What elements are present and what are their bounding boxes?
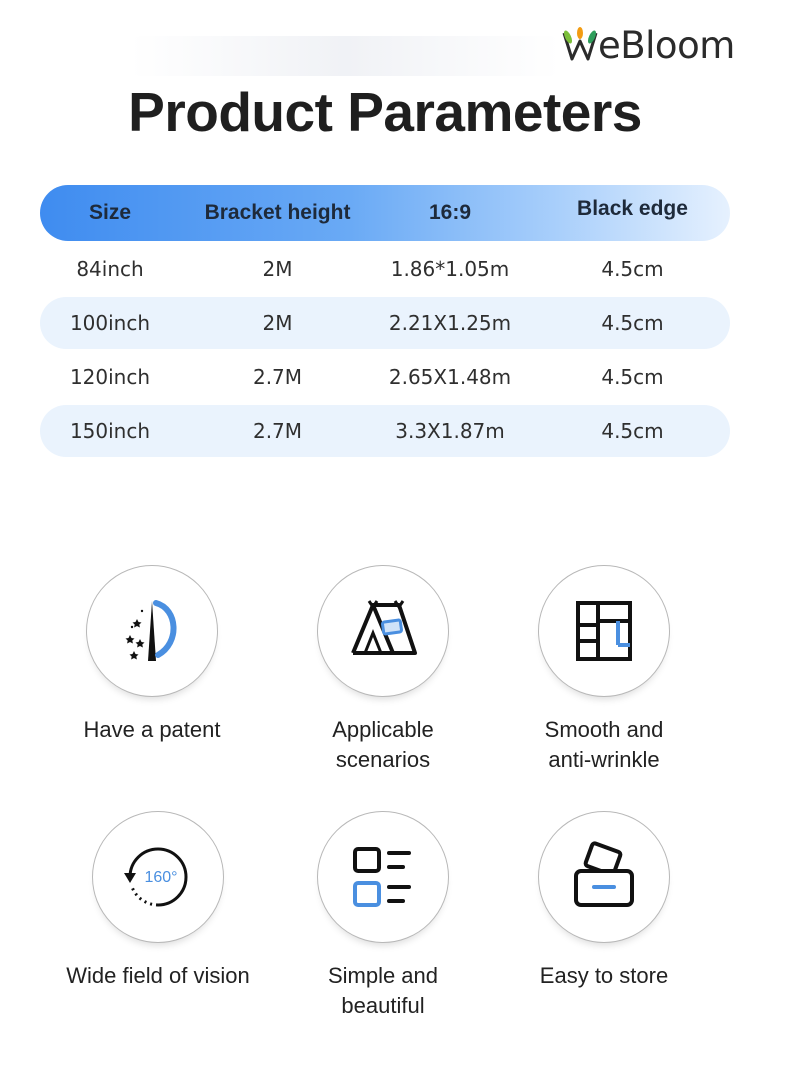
- cell-bracket-height: 2M: [262, 311, 293, 335]
- cell-size: 84inch: [76, 257, 144, 281]
- cell-size: 120inch: [69, 365, 151, 389]
- cell-dimensions: 1.86*1.05m: [390, 257, 510, 281]
- table-header: [40, 185, 730, 241]
- brand-name: eBloom: [598, 23, 735, 67]
- cell-size: 150inch: [69, 419, 151, 443]
- cell-bracket-height: 2.7M: [252, 419, 303, 443]
- parameters-table: [40, 185, 730, 457]
- header-size: Size: [88, 201, 132, 224]
- cell-black-edge: 4.5cm: [601, 257, 664, 281]
- feature-label: Simple and beautiful: [327, 963, 439, 1018]
- patent-icon: [112, 591, 192, 671]
- rotate-360-icon: [118, 837, 198, 917]
- header-black-edge: Black edge: [577, 197, 688, 220]
- storage-box-icon: [564, 837, 644, 917]
- cell-bracket-height: 2M: [262, 257, 293, 281]
- feature-simple: [273, 811, 493, 1021]
- feature-label: Applicable scenarios: [332, 717, 434, 772]
- list-layout-icon: [343, 837, 423, 917]
- feature-store: [494, 811, 714, 991]
- table-row: [40, 297, 730, 349]
- feature-circle: [317, 565, 449, 697]
- table-row: [40, 243, 730, 295]
- cell-bracket-height: 2.7M: [252, 365, 303, 389]
- feature-patent: [42, 565, 262, 745]
- cell-size: 100inch: [69, 311, 151, 335]
- faded-banner: [130, 36, 560, 76]
- angle-text: 160°: [144, 869, 178, 886]
- feature-circle: [86, 565, 218, 697]
- table-row: [40, 351, 730, 403]
- cell-dimensions: 2.21X1.25m: [388, 311, 512, 335]
- page-title: Product Parameters: [128, 81, 642, 143]
- feature-vision: [48, 811, 268, 991]
- header-ratio: 16:9: [428, 201, 472, 224]
- feature-circle: [538, 811, 670, 943]
- cell-dimensions: 3.3X1.87m: [395, 419, 505, 443]
- cell-black-edge: 4.5cm: [601, 311, 664, 335]
- feature-circle: [538, 565, 670, 697]
- feature-smooth: [494, 565, 714, 775]
- header-bracket-height: Bracket height: [204, 201, 351, 224]
- feature-label: Wide field of vision: [66, 963, 250, 988]
- feature-label: Smooth and anti-wrinkle: [544, 717, 664, 772]
- cell-black-edge: 4.5cm: [601, 365, 664, 389]
- feature-label: Have a patent: [83, 717, 221, 742]
- brand-logo: [560, 22, 735, 68]
- feature-scenarios: [273, 565, 493, 775]
- leaf-w-logo-icon: [560, 25, 600, 65]
- table-row: [40, 405, 730, 457]
- feature-label: Easy to store: [539, 963, 669, 988]
- cell-dimensions: 2.65X1.48m: [388, 365, 512, 389]
- feature-circle: [92, 811, 224, 943]
- grid-panel-icon: [564, 591, 644, 671]
- feature-circle: [317, 811, 449, 943]
- cell-black-edge: 4.5cm: [601, 419, 664, 443]
- tent-icon: [343, 591, 423, 671]
